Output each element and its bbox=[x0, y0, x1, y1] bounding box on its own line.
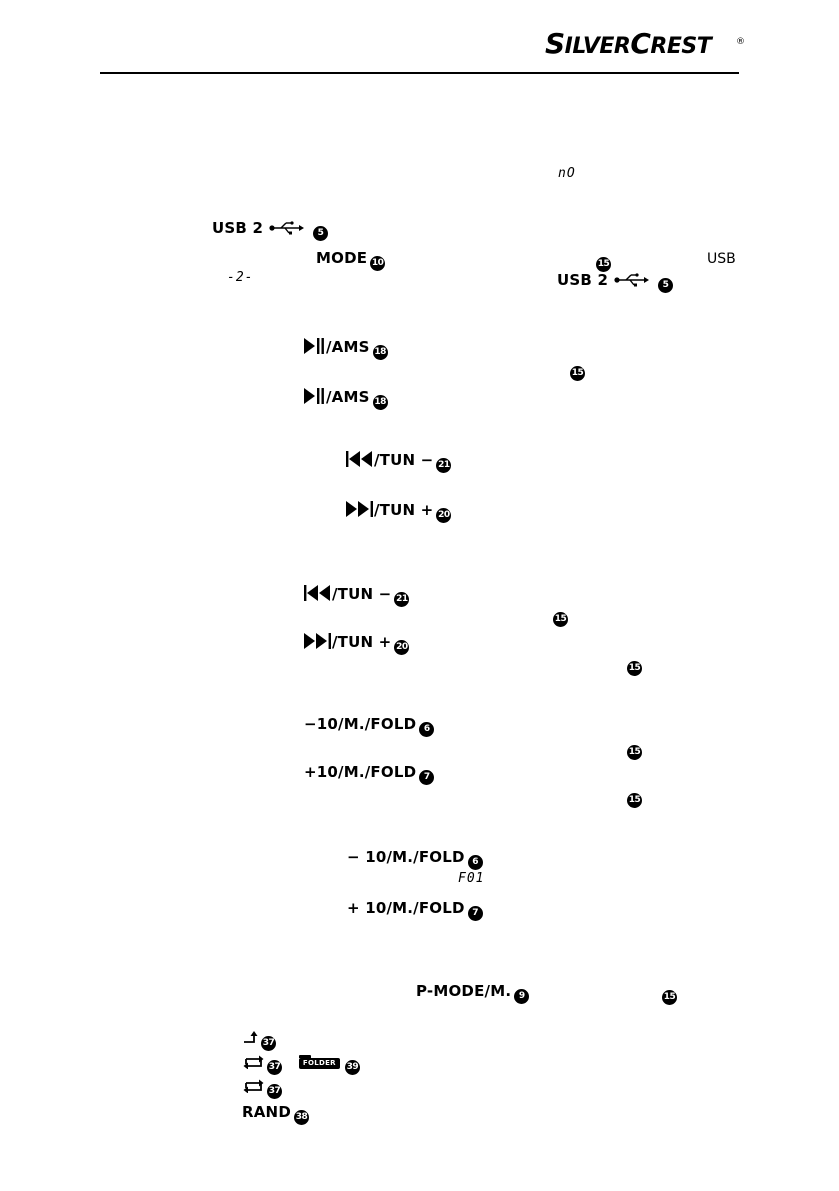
skip-back-icon bbox=[304, 585, 332, 601]
plus10-ref-1 bbox=[304, 765, 434, 785]
folder-icon: FOLDER bbox=[299, 1058, 340, 1069]
usb-text: USB bbox=[707, 251, 736, 267]
logo-letter: C bbox=[630, 27, 651, 60]
ref-20: 20 bbox=[436, 508, 451, 523]
tun-minus-label: /TUN − bbox=[332, 585, 392, 603]
ref-15-f bbox=[627, 787, 642, 808]
skip-forward-icon bbox=[304, 633, 332, 649]
ref-15: 15 bbox=[627, 661, 642, 676]
play-ams-ref-1 bbox=[304, 338, 388, 360]
minus10-label: − 10/M./FOLD bbox=[347, 848, 465, 866]
play-ams-ref-2 bbox=[304, 388, 388, 410]
tun-plus-label: /TUN + bbox=[332, 633, 392, 651]
ref-38: 38 bbox=[294, 1110, 309, 1125]
mode-label: MODE bbox=[316, 249, 368, 267]
repeat-all-icon bbox=[242, 1079, 264, 1093]
tun-minus-label: /TUN − bbox=[374, 451, 434, 469]
display-two: -2- bbox=[227, 270, 254, 285]
play-pause-icon bbox=[304, 388, 326, 404]
ref-18: 18 bbox=[373, 395, 388, 410]
ref-15-g bbox=[662, 984, 677, 1005]
ref-6: 6 bbox=[468, 855, 483, 870]
ref-15-d bbox=[627, 655, 642, 676]
minus10-ref-1 bbox=[304, 717, 434, 737]
ref-18: 18 bbox=[373, 345, 388, 360]
ref-37: 37 bbox=[261, 1036, 276, 1051]
plus10-label: +10/M./FOLD bbox=[304, 763, 417, 781]
repeat-folder-ref bbox=[242, 1055, 360, 1075]
mode-ref bbox=[316, 251, 385, 271]
display-no: nO bbox=[558, 166, 576, 181]
logo-letters: REST bbox=[650, 34, 712, 59]
ref-21: 21 bbox=[436, 458, 451, 473]
random-ref bbox=[242, 1105, 309, 1125]
ref-5: 5 bbox=[658, 278, 673, 293]
ref-15-a bbox=[596, 251, 611, 272]
usb-icon bbox=[614, 273, 650, 287]
ref-15: 15 bbox=[627, 745, 642, 760]
ref-7: 7 bbox=[468, 906, 483, 921]
play-pause-icon bbox=[304, 338, 326, 354]
registered-mark: ® bbox=[736, 37, 745, 47]
rand-label: RAND bbox=[242, 1103, 291, 1121]
ref-5: 5 bbox=[313, 226, 328, 241]
ref-10: 10 bbox=[370, 256, 385, 271]
usb-icon bbox=[269, 221, 305, 235]
minus10-label: −10/M./FOLD bbox=[304, 715, 417, 733]
next-tun-ref-2 bbox=[304, 633, 409, 655]
ref-15: 15 bbox=[553, 612, 568, 627]
ams-label: /AMS bbox=[326, 338, 370, 356]
ref-15: 15 bbox=[627, 793, 642, 808]
display-f01: F01 bbox=[458, 871, 485, 886]
tun-plus-label: /TUN + bbox=[374, 501, 434, 519]
ref-39: 39 bbox=[345, 1060, 360, 1075]
repeat-one-ref bbox=[242, 1031, 276, 1051]
minus10-ref-2 bbox=[347, 850, 483, 870]
ref-15-c bbox=[553, 606, 568, 627]
repeat-all-icon bbox=[242, 1055, 264, 1069]
usb2-ref-line-2 bbox=[557, 273, 673, 293]
prev-tun-ref-1 bbox=[346, 451, 451, 473]
ref-15-e bbox=[627, 739, 642, 760]
brand-logo bbox=[545, 27, 712, 60]
ref-6: 6 bbox=[419, 722, 434, 737]
ref-37: 37 bbox=[267, 1084, 282, 1099]
skip-forward-icon bbox=[346, 501, 374, 517]
ref-7: 7 bbox=[419, 770, 434, 785]
usb2-label: USB 2 bbox=[212, 219, 264, 237]
logo-letter: S bbox=[545, 27, 565, 60]
header-rule bbox=[100, 72, 739, 74]
usb2-label: USB 2 bbox=[557, 271, 609, 289]
ams-label: /AMS bbox=[326, 388, 370, 406]
usb2-ref-line bbox=[212, 221, 328, 241]
ref-15: 15 bbox=[570, 366, 585, 381]
logo-letters: ILVER bbox=[564, 34, 631, 59]
plus10-label: + 10/M./FOLD bbox=[347, 899, 465, 917]
ref-20: 20 bbox=[394, 640, 409, 655]
ref-9: 9 bbox=[514, 989, 529, 1004]
prev-tun-ref-2 bbox=[304, 585, 409, 607]
ref-15: 15 bbox=[596, 257, 611, 272]
ref-15-b bbox=[570, 360, 585, 381]
ref-21: 21 bbox=[394, 592, 409, 607]
ref-37: 37 bbox=[267, 1060, 282, 1075]
next-tun-ref-1 bbox=[346, 501, 451, 523]
repeat-all-ref bbox=[242, 1079, 282, 1099]
repeat-one-icon bbox=[242, 1031, 258, 1045]
plus10-ref-2 bbox=[347, 901, 483, 921]
skip-back-icon bbox=[346, 451, 374, 467]
ref-15: 15 bbox=[662, 990, 677, 1005]
pmode-ref bbox=[416, 984, 529, 1004]
pmode-label: P-MODE/M. bbox=[416, 982, 512, 1000]
